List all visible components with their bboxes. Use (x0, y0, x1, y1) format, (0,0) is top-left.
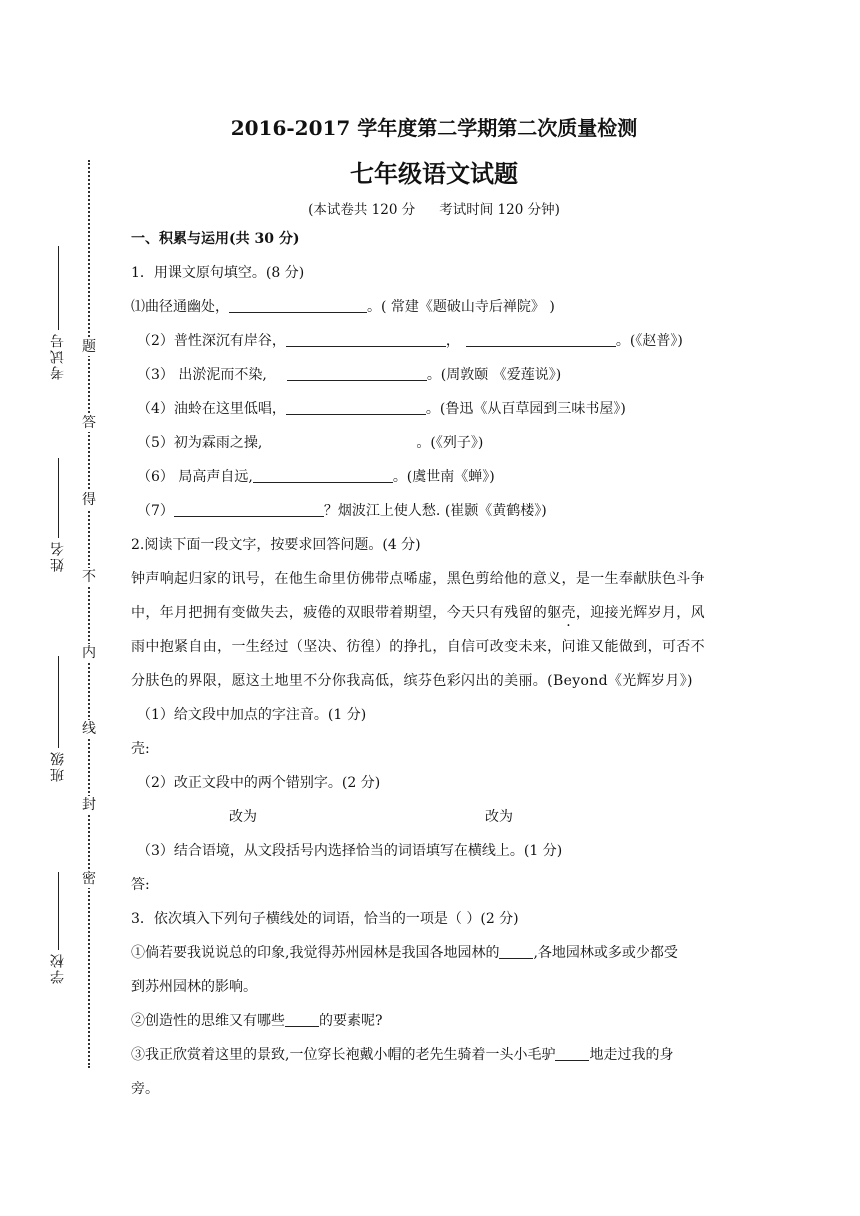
seal-char-3: 得 (82, 492, 96, 508)
q2-sub-1: （1）给文段中加点的字注音。(1 分) (137, 707, 367, 723)
q3-sentence-2: ②创造性的思维又有哪些 的要素呢? (131, 1013, 383, 1029)
school-label: 学校 (50, 952, 66, 984)
q2-sub-1-answer[interactable]: 壳: (131, 741, 150, 757)
answer-blank[interactable] (287, 366, 427, 381)
q2-sub-2: （2）改正文段中的两个错别字。(2 分) (137, 775, 381, 791)
q1-item-3: （3） 出淤泥而不染, 。(周敦颐 《爱莲说》) (137, 367, 562, 383)
question-2-stem: 2.阅读下面一段文字，按要求回答问题。(4 分) (131, 537, 421, 553)
answer-blank[interactable] (174, 502, 324, 517)
exam-info-time: 考试时间 120 分钟) (439, 202, 560, 218)
exam-info (131, 198, 737, 222)
school-field[interactable] (48, 872, 68, 984)
q3-sentence-3-cont: 旁。 (131, 1081, 159, 1097)
seal-char-7: 封 (82, 797, 96, 813)
q3-sentence-1-cont: 到苏州园林的影响。 (131, 979, 257, 995)
answer-blank[interactable] (286, 332, 446, 347)
answer-blank[interactable] (499, 944, 533, 959)
answer-blank[interactable] (285, 1012, 319, 1027)
question-3-stem: 3．依次填入下列句子横线处的词语，恰当的一项是（ ）(2 分) (131, 911, 519, 927)
question-1-stem: 1．用课文原句填空。(8 分) (131, 265, 305, 281)
exam-title: 2016-2017 学年度第二学期第二次质量检测 (230, 116, 638, 140)
exam-info-total: (本试卷共 120 分 (308, 202, 416, 218)
q3-sentence-1: ①倘若要我说说总的印象,我觉得苏州园林是我国各地园林的 ,各地园林或多或少都受 (131, 945, 678, 961)
seal-dotted-line (88, 160, 90, 1068)
exam-number-field[interactable] (48, 246, 68, 380)
answer-blank[interactable] (229, 298, 367, 313)
seal-char-8: 密 (82, 871, 96, 887)
answer-blank[interactable] (466, 332, 616, 347)
seal-char-5: 内 (82, 645, 96, 661)
seal-char-1: 题 (82, 339, 96, 355)
q2-sub-3: （3）结合语境，从文段括号内选择恰当的词语填写在横线上。(1 分) (137, 843, 563, 859)
answer-blank[interactable] (286, 400, 426, 415)
seal-char-2: 答 (82, 415, 96, 431)
q1-item-6: （6） 局高声自远, 。(虞世南《蝉》) (137, 469, 495, 485)
class-field[interactable] (48, 656, 68, 782)
q2-sub-2-answer[interactable]: 改为 改为 (229, 809, 513, 825)
q2-sub-3-answer[interactable]: 答: (131, 877, 150, 893)
seal-char-6: 线 (82, 721, 96, 737)
name-label: 姓名 (50, 540, 66, 572)
dotted-char: 壳 (561, 605, 576, 621)
binding-margin (0, 0, 120, 1216)
exam-number-label: 考试号 (50, 332, 66, 380)
seal-char-4: 不 (82, 569, 96, 585)
class-label: 班级 (50, 750, 66, 782)
section-heading: 一、积累与运用(共 30 分) (131, 231, 300, 247)
q1-item-2: （2）普性深沉有岸谷， ， 。(《赵普》) (137, 333, 683, 349)
q1-item-5: （5）初为霖雨之操, 。(《列子》) (137, 435, 484, 451)
reading-passage: 钟声响起归家的讯号，在他生命里仿佛带点唏虚，黑色剪给他的意义，是一生奉献肤色斗争 中，年月把拥有变做失去，疲倦的双眼带着期望，今天只有残留的躯壳，迎接光辉岁月，风 雨中抱紧自由，一生经过（坚决、彷徨）的挣扎，自信可改变未来，问谁又能做到，可否不 分肤色的界限，愿这土地里不分你我高低，缤芬色彩闪出的美丽。(Beyond《光辉岁月》) (131, 571, 706, 689)
answer-blank[interactable] (555, 1046, 589, 1061)
exam-subtitle: 七年级语文试题 (350, 159, 518, 188)
q3-sentence-3: ③我正欣赏着这里的景致,一位穿长袍戴小帽的老先生骑着一头小毛驴 地走过我的身 (131, 1047, 674, 1063)
exam-body (131, 110, 737, 1106)
q1-item-7: （7） ？烟波江上使人愁. (崔颢《黄鹤楼》) (137, 503, 547, 519)
q1-item-1: ⑴曲径通幽处， 。( 常建《题破山寺后禅院》 ) (131, 299, 555, 315)
answer-blank[interactable] (253, 468, 393, 483)
name-field[interactable] (48, 458, 68, 572)
q1-item-4: （4）油蛉在这里低唱， 。(鲁迅《从百草园到三味书屋》) (137, 401, 626, 417)
